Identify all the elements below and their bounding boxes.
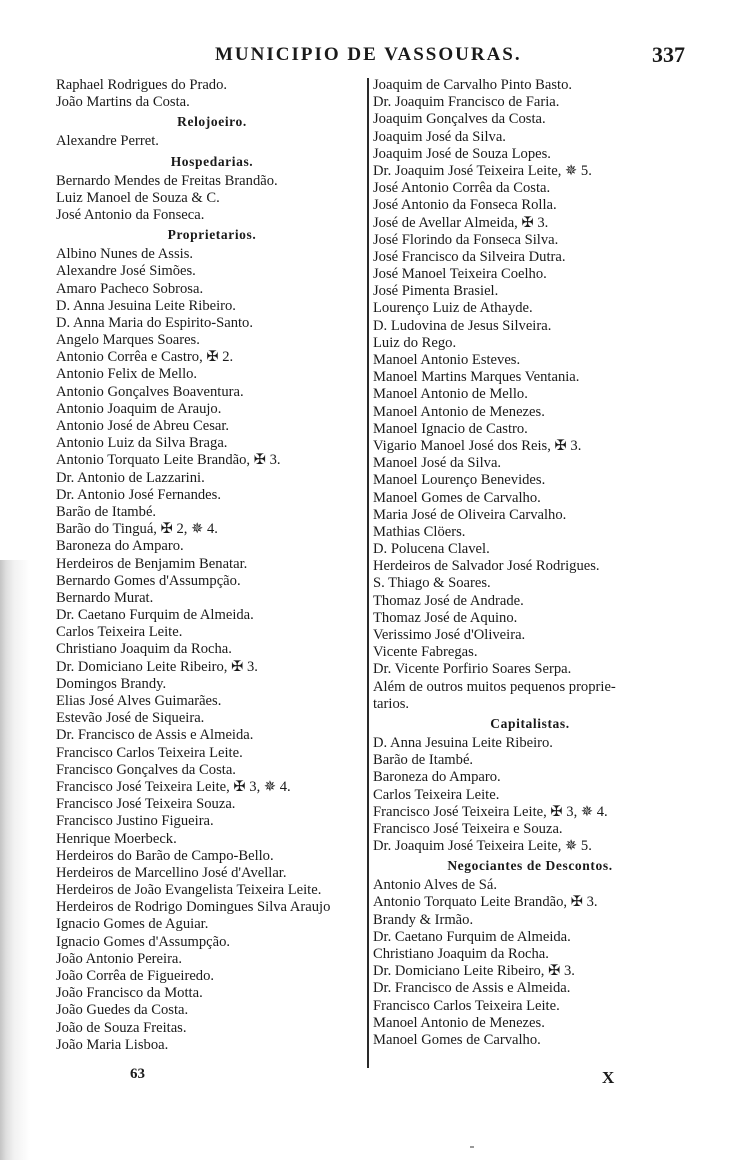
list-item: Ignacio Gomes de Aguiar.	[56, 916, 209, 933]
list-item: Dr. Domiciano Leite Ribeiro, ✠ 3.	[373, 963, 575, 980]
left-column	[56, 77, 368, 1054]
list-item: Manoel José da Silva.	[373, 455, 502, 472]
list-item: D. Anna Jesuina Leite Ribeiro.	[56, 297, 236, 314]
list-item: Joaquim de Carvalho Pinto Basto.	[373, 77, 573, 93]
list-item: Amaro Pacheco Sobrosa.	[56, 280, 204, 297]
signature-mark: 63	[130, 1066, 145, 1082]
paper-speck	[470, 1146, 474, 1148]
list-item: Antonio Gonçalves Boaventura.	[56, 383, 244, 400]
list-item: D. Anna Maria do Espirito-Santo.	[56, 314, 253, 331]
list-item: S. Thiago & Soares.	[373, 575, 491, 592]
list-item: Barão de Itambé.	[373, 752, 474, 769]
list-item: Dr. Joaquim Francisco de Faria.	[373, 94, 560, 111]
list-item: João Antonio Pereira.	[56, 950, 183, 967]
proprietarios-list	[56, 246, 368, 1054]
list-item: Herdeiros de João Evangelista Teixeira Leite.	[56, 882, 322, 899]
list-item: Carlos Teixeira Leite.	[373, 786, 500, 803]
list-item: José Manoel Teixeira Coelho.	[373, 266, 547, 283]
list-item: Antonio Corrêa e Castro, ✠ 2.	[56, 349, 234, 366]
list-item: D. Polucena Clavel.	[373, 541, 490, 558]
list-item: Henrique Moerbeck.	[56, 830, 177, 847]
list-item: João de Souza Freitas.	[56, 1019, 187, 1036]
list-item: D. Anna Jesuina Leite Ribeiro.	[373, 734, 553, 751]
list-item: João Martins da Costa.	[56, 94, 190, 111]
list-item: João Guedes da Costa.	[56, 1002, 189, 1019]
list-item: Lourenço Luiz de Athayde.	[373, 300, 533, 317]
section-heading-relojoeiro: Relojoeiro.	[177, 114, 247, 130]
list-item: José Antonio Corrêa da Costa.	[373, 180, 551, 197]
list-item: Antonio Torquato Leite Brandão, ✠ 3.	[373, 894, 598, 911]
list-item: Brandy & Irmão.	[373, 911, 474, 928]
list-item: Herdeiros de Salvador José Rodrigues.	[373, 558, 600, 575]
list-item: Manoel Gomes de Carvalho.	[373, 489, 541, 506]
binding-shadow	[0, 560, 30, 1160]
proprietarios-list-continued	[371, 77, 689, 679]
running-title: MUNICIPIO DE VASSOURAS.	[215, 44, 522, 65]
list-item: Dr. Francisco de Assis e Almeida.	[56, 727, 254, 744]
list-item: Antonio Luiz da Silva Braga.	[56, 435, 228, 452]
list-item: Francisco Justino Figueira.	[56, 813, 214, 830]
list-item: José de Avellar Almeida, ✠ 3.	[373, 214, 549, 231]
negociantes-list	[371, 877, 689, 1049]
list-item: Antonio Felix de Mello.	[56, 366, 198, 383]
list-item: Ignacio Gomes d'Assumpção.	[56, 933, 231, 950]
page-number: 337	[652, 42, 685, 67]
list-item: Francisco José Teixeira e Souza.	[373, 820, 563, 837]
list-item: Francisco Gonçalves da Costa.	[56, 761, 236, 778]
list-item: Manoel Ignacio de Castro.	[373, 420, 528, 437]
list-item: Vicente Fabregas.	[373, 644, 478, 661]
section-heading-proprietarios: Proprietarios.	[167, 227, 257, 243]
list-item: Herdeiros de Rodrigo Domingues Silva Araujo	[56, 899, 331, 916]
list-item: Francisco José Teixeira Souza.	[56, 796, 236, 813]
list-item: João Francisco da Motta.	[56, 985, 203, 1002]
list-item: Raphael Rodrigues do Prado.	[56, 77, 228, 93]
signature-mark: X	[602, 1068, 615, 1087]
list-item: Joaquim José da Silva.	[373, 128, 506, 145]
list-item: Vigario Manoel José dos Reis, ✠ 3.	[373, 437, 582, 454]
list-item: Manoel Lourenço Benevides.	[373, 472, 546, 489]
list-item: Thomaz José de Aquino.	[373, 609, 518, 626]
note-line: Além de outros muitos pequenos proprie-	[373, 678, 616, 695]
list-item: Manoel Antonio de Menezes.	[373, 403, 545, 420]
list-item: Joaquim José de Souza Lopes.	[373, 145, 551, 162]
list-item: José Pimenta Brasiel.	[373, 283, 499, 300]
list-item: Luiz do Rego.	[373, 334, 457, 351]
list-item: Alexandre José Simões.	[56, 263, 196, 280]
list-item: Antonio José de Abreu Cesar.	[56, 418, 230, 434]
list-item: Francisco José Teixeira Leite, ✠ 3, ✵ 4.	[373, 803, 608, 820]
list-item: Dr. Antonio de Lazzarini.	[56, 469, 205, 486]
list-item: Dr. Caetano Furquim de Almeida.	[56, 607, 254, 624]
list-item: Francisco Carlos Teixeira Leite.	[373, 997, 560, 1014]
list-item: José Antonio da Fonseca.	[56, 206, 205, 223]
list-item: Dr. Joaquim José Teixeira Leite, ✵ 5.	[373, 838, 592, 855]
list-item: Manoel Antonio Esteves.	[373, 352, 521, 368]
section-heading-capitalistas: Capitalistas.	[490, 715, 570, 731]
list-item: Dr. Joaquim José Teixeira Leite, ✵ 5.	[373, 162, 592, 179]
list-item: Manoel Gomes de Carvalho.	[373, 1031, 541, 1048]
list-item: Baroneza do Amparo.	[373, 769, 501, 786]
list-item: Herdeiros de Marcellino José d'Avellar.	[56, 864, 287, 881]
list-item: Estevão José de Siqueira.	[56, 710, 205, 727]
list-item: Bernardo Murat.	[56, 589, 154, 606]
list-item: Verissimo José d'Oliveira.	[373, 627, 526, 643]
list-item: Antonio Torquato Leite Brandão, ✠ 3.	[56, 452, 281, 469]
list-item: Christiano Joaquim da Rocha.	[56, 641, 232, 658]
list-item: Joaquim Gonçalves da Costa.	[373, 111, 546, 128]
list-item: Domingos Brandy.	[56, 675, 167, 692]
list-item: Christiano Joaquim da Rocha.	[373, 946, 549, 962]
list-item: D. Ludovina de Jesus Silveira.	[373, 317, 552, 334]
list-item: Dr. Vicente Porfirio Soares Serpa.	[373, 661, 572, 678]
list-item: João Maria Lisboa.	[56, 1036, 169, 1053]
list-item: Bernardo Mendes de Freitas Brandão.	[56, 172, 278, 189]
list-item: Barão de Itambé.	[56, 503, 157, 520]
list-item: Antonio Joaquim de Araujo.	[56, 400, 222, 417]
list-item: José Florindo da Fonseca Silva.	[373, 231, 559, 248]
right-column	[371, 77, 689, 1049]
list-item: Herdeiros de Benjamim Benatar.	[56, 555, 248, 572]
list-item: Dr. Domiciano Leite Ribeiro, ✠ 3.	[56, 658, 258, 675]
list-item: Dr. Caetano Furquim de Almeida.	[373, 928, 571, 945]
list-item: Manoel Antonio de Mello.	[373, 386, 528, 403]
list-item: Elias José Alves Guimarães.	[56, 693, 222, 709]
note-line: tarios.	[373, 695, 410, 712]
list-item: Baroneza do Amparo.	[56, 538, 184, 555]
list-item: Manoel Antonio de Menezes.	[373, 1014, 545, 1031]
list-item: Alexandre Perret.	[56, 133, 159, 150]
capitalistas-list	[371, 735, 689, 855]
section-heading-negociantes: Negociantes de Descontos.	[447, 858, 613, 874]
list-item: Angelo Marques Soares.	[56, 332, 200, 349]
list-item: Bernardo Gomes d'Assumpção.	[56, 572, 241, 589]
list-item: José Antonio da Fonseca Rolla.	[373, 197, 557, 214]
list-item: Manoel Martins Marques Ventania.	[373, 369, 580, 386]
list-item: Francisco José Teixeira Leite, ✠ 3, ✵ 4.	[56, 778, 291, 795]
list-item: Maria José de Oliveira Carvalho.	[373, 506, 567, 523]
list-item: Thomaz José de Andrade.	[373, 592, 524, 609]
list-item: Antonio Alves de Sá.	[373, 877, 498, 894]
list-item: Albino Nunes de Assis.	[56, 246, 194, 263]
list-item: Dr. Antonio José Fernandes.	[56, 486, 221, 503]
list-item: Mathias Clöers.	[373, 523, 466, 540]
list-item: José Francisco da Silveira Dutra.	[373, 248, 566, 265]
list-item: Dr. Francisco de Assis e Almeida.	[373, 980, 571, 997]
list-item: Herdeiros do Barão de Campo-Bello.	[56, 847, 274, 864]
list-item: Carlos Teixeira Leite.	[56, 624, 183, 641]
list-item: Barão do Tinguá, ✠ 2, ✵ 4.	[56, 521, 218, 538]
list-item: Luiz Manoel de Souza & C.	[56, 189, 220, 206]
list-item: Francisco Carlos Teixeira Leite.	[56, 744, 243, 761]
list-item: João Corrêa de Figueiredo.	[56, 968, 215, 984]
section-heading-hospedarias: Hospedarias.	[170, 153, 254, 169]
